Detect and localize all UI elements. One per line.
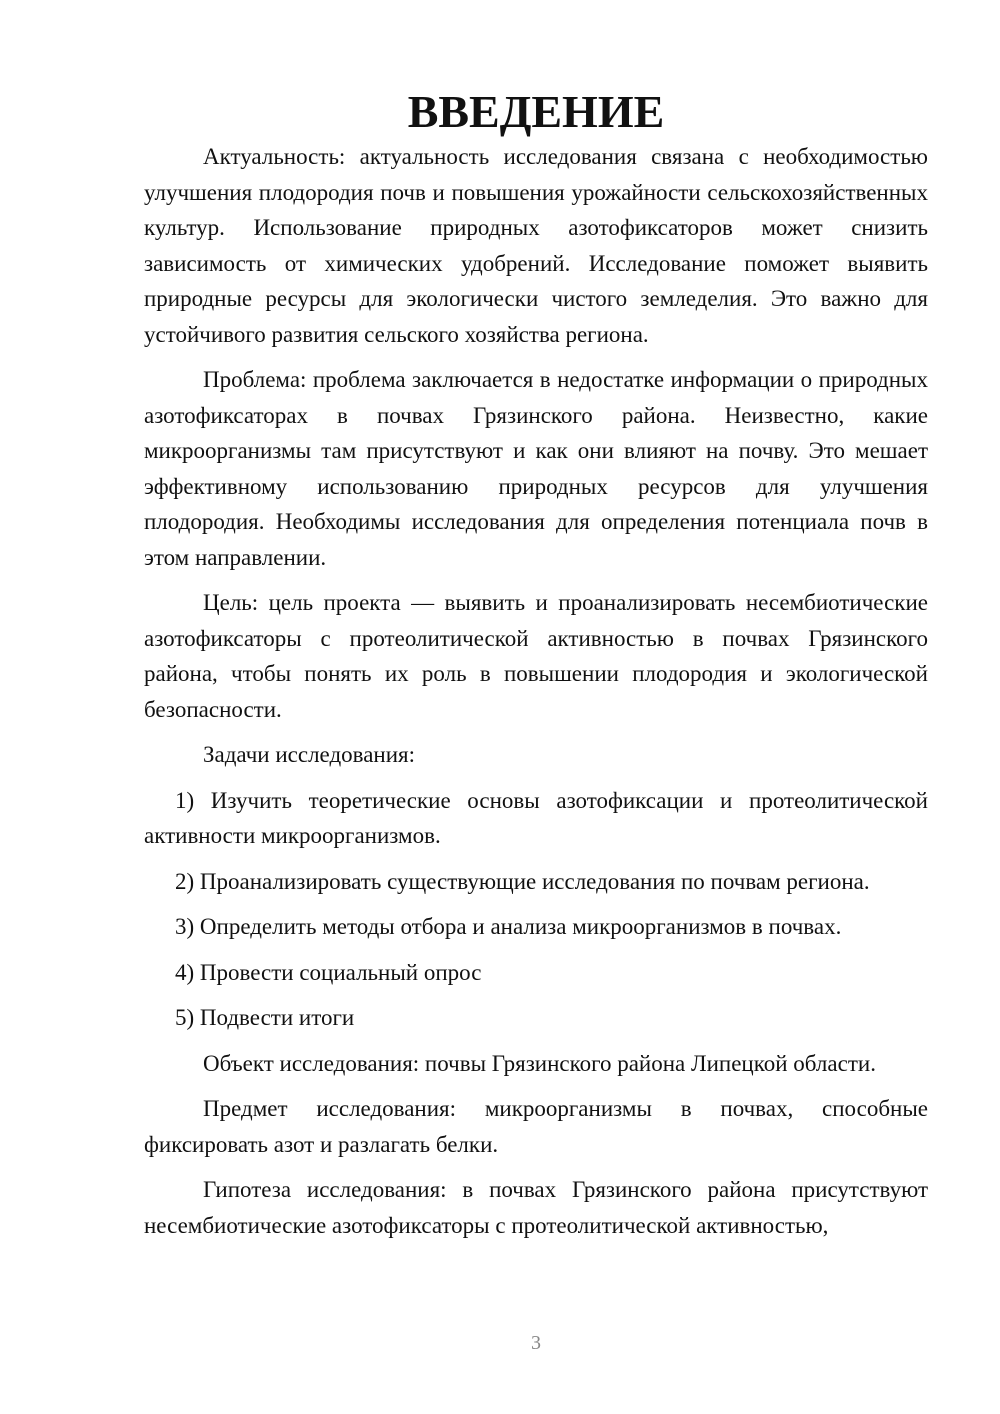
paragraph-goal: Цель: цель проекта — выявить и проанализировать несембиотические азотофиксаторы с протеолитической активностью в почвах Грязинского района, чтобы понять их роль в повышении плодородия и экологической безопасности. (144, 590, 928, 722)
paragraph-relevance: Актуальность: актуальность исследования связана с необходимостью улучшения плодородия почв и повышения урожайности сельскохозяйственных культур. Использование природных азотофиксаторов может снизить зависимость от химических удобрений. Исследование поможет выявить природные ресурсы для экологически чистого земледелия. Это важно для устойчивого развития сельского хозяйства региона. (144, 144, 928, 347)
tasks-list (144, 783, 928, 1036)
page-number: 3 (531, 1332, 541, 1354)
tasks-heading: Задачи исследования: (203, 742, 416, 767)
list-item: 4) Провести социальный опрос (175, 959, 482, 985)
list-item: 2) Проанализировать существующие исследования по почвам региона. (175, 868, 870, 894)
list-item: 3) Определить методы отбора и анализа микроорганизмов в почвах. (175, 914, 842, 939)
paragraph-object: Объект исследования: почвы Грязинского района Липецкой области. (203, 1050, 876, 1076)
list-item: 1) Изучить теоретические основы азотофиксации и протеолитической активности микроорганизмов. (144, 787, 928, 848)
paragraph-problem: Проблема: проблема заключается в недостатке информации о природных азотофиксаторах в почвах Грязинского района. Неизвестно, какие микроорганизмы там присутствуют и как они влияют на почву. Это мешает эффективному использованию природных ресурсов для улучшения плодородия. Необходимы исследования для определения потенциала почв в этом направлении. (144, 367, 928, 570)
paragraph-subject: Предмет исследования: микроорганизмы в почвах, способные фиксировать азот и разлагать белки. (144, 1096, 928, 1157)
paragraph-hypothesis: Гипотеза исследования: в почвах Грязинского района присутствуют несембиотические азотофиксаторы с протеолитической активностью, (144, 1177, 928, 1238)
page-content (144, 86, 928, 1253)
list-item: 5) Подвести итоги (175, 1005, 355, 1030)
section-title: ВВЕДЕНИЕ (407, 86, 665, 137)
